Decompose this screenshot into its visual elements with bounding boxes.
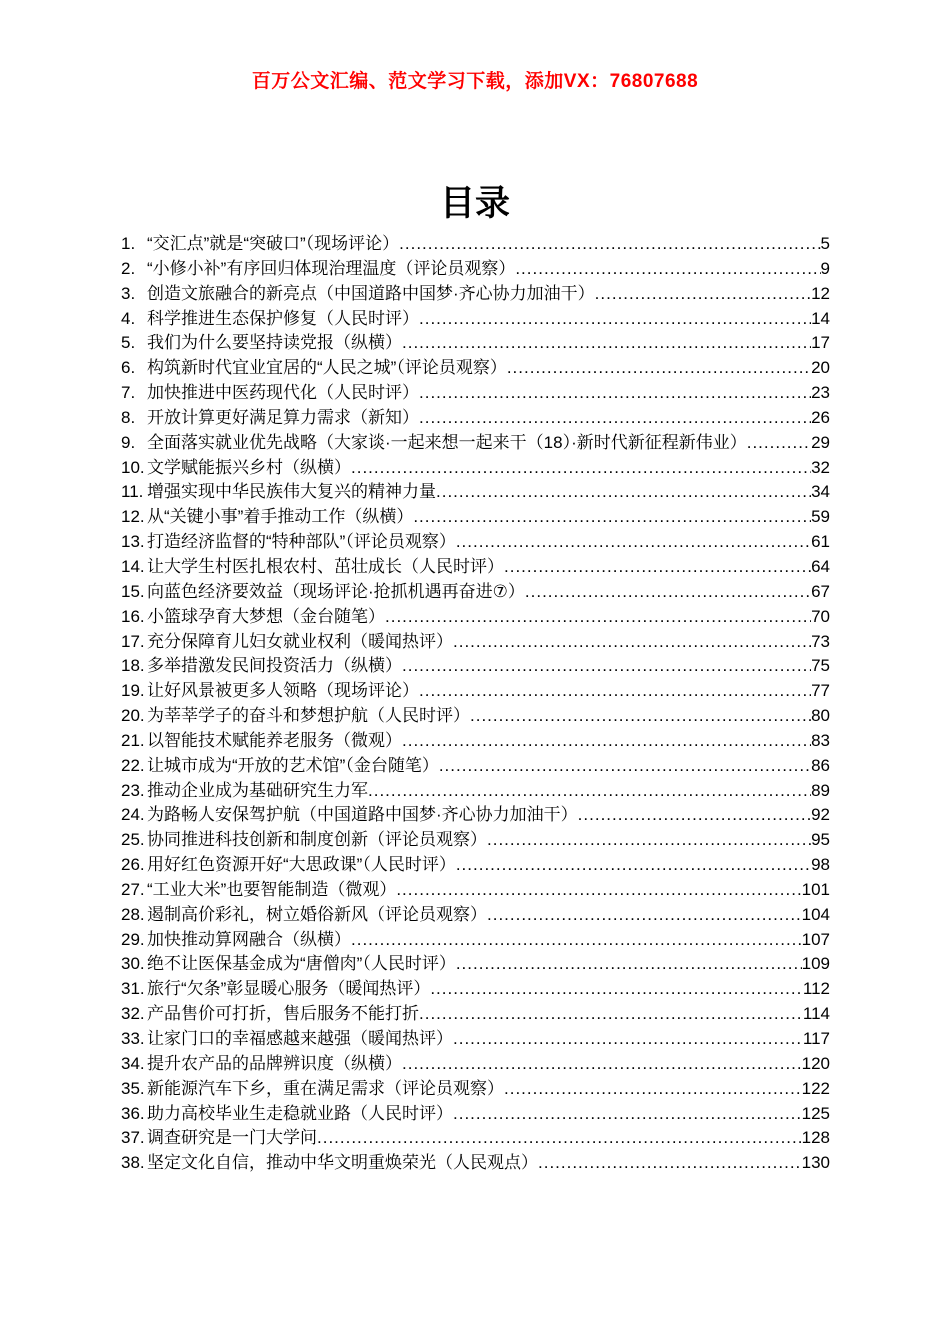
dot-leader-icon (399, 232, 820, 257)
toc-entry[interactable] (121, 679, 830, 704)
dot-leader-icon (456, 530, 811, 555)
entry-number: 23. (121, 780, 145, 800)
toc-entry[interactable] (121, 903, 830, 928)
dot-leader-icon (430, 977, 803, 1002)
entry-page-number: 9 (820, 258, 830, 278)
entry-title: 开放计算更好满足算力需求（新知） (147, 407, 419, 427)
entry-page-number: 92 (811, 805, 830, 825)
entry-number: 17. (121, 631, 145, 651)
entry-page-number: 26 (811, 407, 830, 427)
entry-title: 我们为什么要坚持读党报（纵横） (147, 333, 402, 353)
entry-number: 15. (121, 581, 145, 601)
dot-leader-icon (456, 952, 802, 977)
dot-leader-icon (525, 580, 811, 605)
entry-number: 5. (121, 333, 136, 353)
entry-number: 38. (121, 1153, 145, 1173)
entry-page-number: 107 (801, 929, 830, 949)
toc-entry[interactable] (121, 1126, 830, 1151)
entry-page-number: 77 (811, 681, 830, 701)
entry-page-number: 128 (801, 1128, 830, 1148)
toc-entry[interactable] (121, 754, 830, 779)
entry-title: 协同推进科技创新和制度创新（评论员观察） (147, 830, 487, 850)
dot-leader-icon (504, 555, 811, 580)
entry-number: 4. (121, 308, 136, 328)
dot-leader-icon (453, 630, 811, 655)
entry-title: “工业大米”也要智能制造（微观） (147, 879, 397, 899)
entry-page-number: 5 (820, 234, 830, 253)
dot-leader-icon (487, 903, 802, 928)
entry-number: 10. (121, 457, 145, 477)
toc-entry[interactable] (121, 1002, 830, 1027)
entry-page-number: 114 (802, 1004, 830, 1024)
entry-title: 调查研究是一门大学问 (147, 1128, 317, 1148)
dot-leader-icon (385, 605, 811, 630)
dot-leader-icon (504, 1077, 802, 1102)
entry-number: 8. (121, 407, 136, 427)
toc-entry[interactable] (121, 555, 830, 580)
entry-page-number: 98 (811, 855, 830, 875)
entry-title: 产品售价可打折，售后服务不能打折 (147, 1004, 419, 1024)
entry-number: 34. (121, 1053, 145, 1073)
dot-leader-icon (470, 704, 811, 729)
toc-entry[interactable] (121, 456, 830, 481)
entry-page-number: 125 (801, 1103, 830, 1123)
entry-title: 构筑新时代宜业宜居的“人民之城”（评论员观察） (147, 358, 507, 378)
entry-page-number: 34 (811, 482, 830, 502)
entry-title: 为路畅人安保驾护航（中国道路中国梦·齐心协力加油干） (147, 805, 578, 825)
entry-page-number: 120 (801, 1053, 830, 1073)
entry-page-number: 104 (801, 904, 830, 924)
toc-entry[interactable] (121, 1052, 830, 1077)
toc-entry[interactable] (121, 356, 830, 381)
entry-title: 文学赋能振兴乡村（纵横） (147, 457, 351, 477)
dot-leader-icon (439, 754, 811, 779)
entry-page-number: 67 (811, 581, 830, 601)
entry-page-number: 83 (811, 730, 830, 750)
entry-page-number: 23 (811, 383, 830, 403)
dot-leader-icon (515, 257, 820, 282)
toc-entry[interactable] (121, 406, 830, 431)
dot-leader-icon (419, 1002, 803, 1027)
entry-title: “交汇点”就是“突破口”（现场评论） (147, 234, 400, 253)
toc-entry[interactable] (121, 654, 830, 679)
entry-title: 遏制高价彩礼，树立婚俗新风（评论员观察） (147, 904, 487, 924)
entry-page-number: 75 (811, 656, 830, 676)
toc-entry[interactable] (121, 779, 830, 804)
dot-leader-icon (396, 878, 801, 903)
entry-number: 19. (121, 681, 145, 701)
entry-page-number: 12 (811, 283, 830, 303)
dot-leader-icon (419, 381, 811, 406)
entry-number: 33. (121, 1029, 145, 1048)
entry-title: 全面落实就业优先战略（大家谈·一起来想一起来干（18）·新时代新征程新伟业） (147, 432, 747, 452)
entry-page-number: 17 (811, 333, 830, 353)
entry-title: 旅行“欠条”彰显暖心服务（暖闻热评） (147, 979, 431, 999)
dot-leader-icon (419, 679, 811, 704)
toc-entry[interactable] (121, 605, 830, 630)
entry-title: 增强实现中华民族伟大复兴的精神力量 (147, 482, 436, 502)
dot-leader-icon (419, 406, 811, 431)
entry-number: 16. (121, 606, 145, 626)
entry-page-number: 14 (811, 308, 830, 328)
entry-number: 18. (121, 656, 145, 676)
entry-title: 向蓝色经济要效益（现场评论·抢抓机遇再奋进⑦） (147, 581, 525, 601)
entry-title: 用好红色资源开好“大思政课”（人民时评） (147, 855, 456, 875)
entry-title: 加快推进中医药现代化（人民时评） (147, 383, 419, 403)
entry-title: 提升农产品的品牌辨识度（纵横） (147, 1053, 402, 1073)
entry-number: 25. (121, 830, 145, 850)
dot-leader-icon (413, 505, 811, 530)
toc-entry[interactable] (121, 828, 830, 853)
entry-page-number: 112 (802, 979, 830, 999)
entry-number: 14. (121, 556, 145, 576)
entry-number: 1. (121, 234, 136, 253)
dot-leader-icon (402, 654, 811, 679)
entry-page-number: 20 (811, 358, 830, 378)
entry-number: 31. (121, 979, 145, 999)
entry-page-number: 95 (811, 830, 830, 850)
entry-title: 打造经济监督的“特种部队”（评论员观察） (147, 532, 456, 552)
dot-leader-icon (436, 480, 811, 505)
toc-entry[interactable] (121, 928, 830, 953)
entry-number: 3. (121, 283, 136, 303)
entry-number: 6. (121, 358, 136, 378)
entry-number: 12. (121, 507, 145, 527)
entry-title: 多举措激发民间投资活力（纵横） (147, 656, 402, 676)
entry-title: 充分保障育儿妇女就业权利（暖闻热评） (147, 631, 453, 651)
toc-entry[interactable] (121, 704, 830, 729)
entry-number: 9. (121, 432, 136, 452)
entry-page-number: 29 (811, 432, 830, 452)
entry-number: 36. (121, 1103, 145, 1123)
entry-page-number: 101 (801, 879, 830, 899)
entry-number: 13. (121, 532, 145, 552)
dot-leader-icon (317, 1126, 802, 1151)
toc-entry[interactable] (121, 580, 830, 605)
toc-entry[interactable] (121, 530, 830, 555)
toc-entry[interactable] (121, 480, 830, 505)
toc-entry[interactable] (121, 803, 830, 828)
entry-title: 让家门口的幸福感越来越强（暖闻热评） (147, 1029, 453, 1048)
entry-title: 小篮球孕育大梦想（金台随笔） (147, 606, 385, 626)
entry-number: 7. (121, 383, 136, 403)
toc-entry[interactable] (121, 505, 830, 530)
dot-leader-icon (419, 307, 811, 332)
entry-page-number: 64 (811, 556, 830, 576)
dot-leader-icon (402, 729, 811, 754)
dot-leader-icon (487, 828, 811, 853)
entry-page-number: 89 (811, 780, 830, 800)
toc-entry[interactable] (121, 381, 830, 406)
toc-entry[interactable] (121, 307, 830, 332)
toc-entry[interactable] (121, 878, 830, 903)
entry-page-number: 117 (802, 1029, 830, 1048)
entry-page-number: 109 (801, 954, 830, 974)
entry-number: 22. (121, 755, 145, 775)
entry-page-number: 70 (811, 606, 830, 626)
entry-title: 以智能技术赋能养老服务（微观） (147, 730, 402, 750)
dot-leader-icon (402, 331, 811, 356)
toc-entry[interactable] (121, 1151, 830, 1176)
dot-leader-icon (453, 1102, 802, 1127)
toc-entry[interactable] (121, 257, 830, 282)
dot-leader-icon (747, 431, 811, 456)
toc-entry[interactable] (121, 1027, 830, 1052)
dot-leader-icon (368, 779, 811, 804)
dot-leader-icon (538, 1151, 802, 1176)
dot-leader-icon (456, 853, 811, 878)
dot-leader-icon (595, 282, 811, 307)
entry-title: 坚定文化自信，推动中华文明重焕荣光（人民观点） (147, 1153, 538, 1173)
toc-entry[interactable] (121, 1077, 830, 1102)
entry-page-number: 59 (811, 507, 830, 527)
toc-entry[interactable] (121, 853, 830, 878)
toc-entry[interactable] (121, 1102, 830, 1127)
entry-number: 27. (121, 879, 145, 899)
entry-title: 推动企业成为基础研究生力军 (147, 780, 368, 800)
toc-entry[interactable] (121, 952, 830, 977)
dot-leader-icon (351, 456, 811, 481)
entry-page-number: 86 (811, 755, 830, 775)
dot-leader-icon (351, 928, 802, 953)
entry-number: 37. (121, 1128, 145, 1148)
dot-leader-icon (402, 1052, 802, 1077)
entry-title: 科学推进生态保护修复（人民时评） (147, 308, 419, 328)
toc-entry[interactable] (121, 977, 830, 1002)
entry-title: 让城市成为“开放的艺术馆”（金台随笔） (147, 755, 439, 775)
toc-entry[interactable] (121, 282, 830, 307)
entry-number: 28. (121, 904, 145, 924)
entry-title: 从“关键小事”着手推动工作（纵横） (147, 507, 414, 527)
entry-title: 绝不让医保基金成为“唐僧肉”（人民时评） (147, 954, 456, 974)
entry-number: 35. (121, 1078, 145, 1098)
entry-number: 30. (121, 954, 145, 974)
toc-entry[interactable] (121, 431, 830, 456)
entry-title: 让大学生村医扎根农村、茁壮成长（人民时评） (147, 556, 504, 576)
entry-number: 29. (121, 929, 145, 949)
entry-title: 为莘莘学子的奋斗和梦想护航（人民时评） (147, 706, 470, 726)
entry-page-number: 130 (801, 1153, 830, 1173)
dot-leader-icon (578, 803, 811, 828)
entry-title: 让好风景被更多人领略（现场评论） (147, 681, 419, 701)
dot-leader-icon (453, 1027, 803, 1052)
entry-title: “小修小补”有序回归体现治理温度（评论员观察） (147, 258, 516, 278)
entry-page-number: 61 (811, 532, 830, 552)
toc-entry[interactable] (121, 630, 830, 655)
entry-number: 11. (121, 482, 144, 502)
entry-number: 26. (121, 855, 145, 875)
toc-list (121, 232, 830, 1176)
entry-number: 2. (121, 258, 136, 278)
entry-page-number: 73 (811, 631, 830, 651)
promo-banner: 百万公文汇编、范文学习下载，添加VX：76807688 (251, 71, 699, 92)
entry-title: 创造文旅融合的新亮点（中国道路中国梦·齐心协力加油干） (147, 283, 595, 303)
toc-entry[interactable] (121, 232, 830, 257)
toc-entry[interactable] (121, 331, 830, 356)
entry-title: 助力高校毕业生走稳就业路（人民时评） (147, 1103, 453, 1123)
toc-title: 目录 (439, 184, 510, 223)
entry-title: 新能源汽车下乡，重在满足需求（评论员观察） (147, 1078, 504, 1098)
entry-page-number: 80 (811, 706, 830, 726)
entry-number: 21. (121, 730, 145, 750)
entry-title: 加快推动算网融合（纵横） (147, 929, 351, 949)
dot-leader-icon (507, 356, 811, 381)
toc-entry[interactable] (121, 729, 830, 754)
entry-page-number: 122 (801, 1078, 830, 1098)
entry-number: 24. (121, 805, 145, 825)
entry-number: 20. (121, 706, 145, 726)
entry-number: 32. (121, 1004, 145, 1024)
entry-page-number: 32 (811, 457, 830, 477)
